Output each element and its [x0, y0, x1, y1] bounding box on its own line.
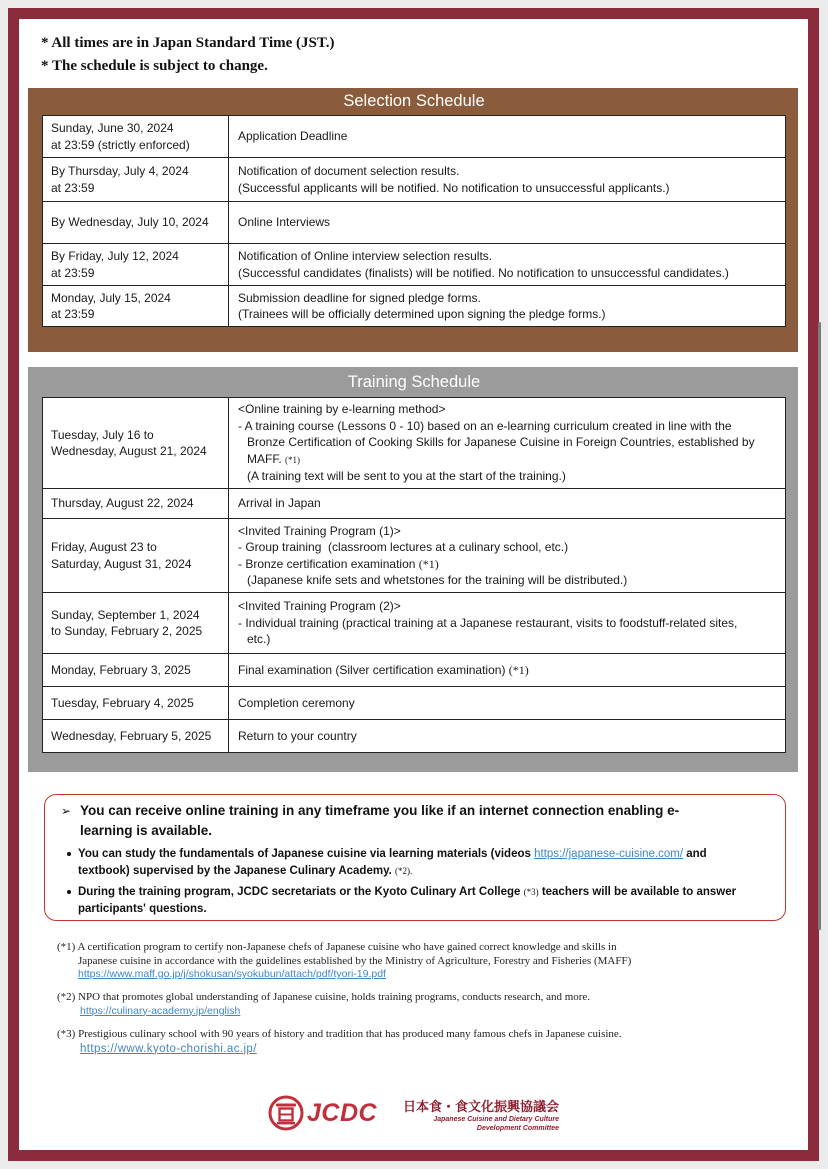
- detail-cell: [229, 519, 785, 592]
- table-row: [43, 201, 785, 243]
- bullet-text: textbook) supervised by the Japanese Culinary Academy.: [78, 865, 392, 877]
- table-row: [43, 592, 785, 653]
- table-row: [43, 116, 785, 157]
- detail-cell: [229, 244, 785, 285]
- schedule-change-note: * The schedule is subject to change.: [41, 58, 268, 74]
- detail-cell: [229, 489, 785, 518]
- selection-schedule-panel: [28, 88, 798, 352]
- detail-line: Bronze Certification of Cooking Skills for Japanese Cuisine in Foreign Countries, established by: [247, 435, 755, 450]
- detail-cell: [229, 286, 785, 326]
- detail-heading: <Invited Training Program (1)>: [238, 523, 401, 538]
- detail-line: Completion ceremony: [238, 695, 355, 710]
- date-line: Wednesday, August 21, 2024: [51, 444, 207, 458]
- date-line: Sunday, September 1, 2024: [51, 607, 200, 622]
- headline-line: You can receive online training in any timeframe you like if an internet connection enabling e-: [80, 803, 680, 818]
- bullet-text: You can study the fundamentals of Japanese cuisine via learning materials (videos: [78, 848, 531, 860]
- note-ref: (*1): [418, 556, 439, 571]
- online-training-callout: [44, 794, 786, 921]
- detail-line: - Group training (classroom lectures at a culinary school, etc.): [238, 540, 569, 554]
- detail-cell: [229, 116, 785, 157]
- date-cell: [43, 202, 229, 243]
- detail-cell: [229, 202, 785, 243]
- date-cell: [43, 158, 229, 201]
- callout-bullet-support: [67, 884, 736, 918]
- bullet-icon: [67, 852, 71, 856]
- table-row: [43, 488, 785, 518]
- bullet-text: teachers will be available to answer: [541, 886, 737, 898]
- detail-cell: [229, 398, 785, 488]
- footnote-3: [57, 1028, 622, 1057]
- date-cell: [43, 116, 229, 157]
- detail-cell: [229, 593, 785, 653]
- detail-text: Final examination (Silver certification examination): [238, 662, 506, 677]
- bullet-line: [67, 846, 707, 863]
- arrow-bullet-icon: ➢: [61, 804, 72, 818]
- footnote-link-line: [57, 968, 631, 982]
- detail-cell: [229, 158, 785, 201]
- headline-line: learning is available.: [80, 823, 213, 838]
- detail-line: Application Deadline: [238, 129, 348, 144]
- date-cell: [43, 489, 229, 518]
- detail-line: Submission deadline for signed pledge forms.: [238, 290, 481, 305]
- maff-link[interactable]: https://www.maff.go.jp/j/shokusan/syokubun/attach/pdf/tyori-19.pdf: [78, 968, 386, 980]
- note-ref: (*1): [285, 454, 301, 465]
- detail-line: [238, 556, 781, 573]
- date-line: By Thursday, July 4, 2024: [51, 164, 189, 178]
- jcdc-english-name: [397, 1116, 559, 1133]
- date-line: Saturday, August 31, 2024: [51, 556, 192, 571]
- note-ref: (*2).: [395, 866, 413, 876]
- callout-bullet-learning-materials: [67, 846, 707, 880]
- footnote-line: (*2) NPO that promotes global understanding of Japanese cuisine, holds training programs, conducts research, and more.: [57, 991, 591, 1003]
- schedule-notes: [41, 32, 335, 78]
- detail-line: Online Interviews: [238, 215, 331, 230]
- bullet-line: participants' questions.: [78, 903, 207, 915]
- date-line: Tuesday, July 16 to: [51, 427, 154, 442]
- detail-line: (Successful applicants will be notified. No notification to unsuccessful applicants.): [238, 180, 670, 195]
- date-cell: [43, 593, 229, 653]
- detail-note: (A training text will be sent to you at the start of the training.): [247, 469, 566, 484]
- date-cell: [43, 519, 229, 592]
- footnote-1: [57, 941, 631, 982]
- training-schedule-title: Training Schedule: [347, 373, 481, 391]
- jcdc-emblem-icon: [268, 1095, 304, 1131]
- detail-cell: [229, 720, 785, 752]
- date-cell: [43, 687, 229, 719]
- date-line: to Sunday, February 2, 2025: [51, 624, 203, 638]
- date-cell: [43, 654, 229, 686]
- detail-text: - Bronze certification examination: [238, 556, 416, 571]
- selection-schedule-title: Selection Schedule: [343, 92, 485, 110]
- note-ref: (*3): [523, 887, 539, 897]
- detail-heading: <Invited Training Program (2)>: [238, 599, 401, 614]
- detail-cell: [229, 654, 785, 686]
- date-line: at 23:59: [51, 307, 95, 321]
- table-row: [43, 653, 785, 686]
- scrollbar-thumb[interactable]: [818, 322, 821, 930]
- culinary-academy-link[interactable]: https://culinary-academy.jp/english: [80, 1004, 241, 1017]
- callout-headline: [61, 801, 679, 841]
- detail-line: (Successful candidates (finalists) will be notified. No notification to unsuccessful candidates.): [238, 265, 729, 280]
- bullet-text: During the training program, JCDC secretariats or the Kyoto Culinary Art College: [78, 886, 521, 898]
- date-line: By Wednesday, July 10, 2024: [51, 215, 209, 230]
- date-cell: [43, 286, 229, 326]
- bullet-line: [67, 863, 707, 880]
- date-line: at 23:59: [51, 265, 95, 280]
- date-line: Thursday, August 22, 2024: [51, 496, 194, 511]
- date-line: Monday, July 15, 2024: [51, 290, 171, 305]
- table-row: [43, 686, 785, 719]
- date-cell: [43, 244, 229, 285]
- detail-cell: [229, 687, 785, 719]
- detail-line: Arrival in Japan: [238, 496, 321, 511]
- detail-line: - Individual training (practical training at a Japanese restaurant, visits to foodstuff-related sites,: [238, 615, 738, 630]
- detail-line: - A training course (Lessons 0 - 10) based on an e-learning curriculum created in line with the: [238, 418, 732, 433]
- date-line: By Friday, July 12, 2024: [51, 249, 179, 263]
- table-row: [43, 518, 785, 592]
- table-row: [43, 157, 785, 201]
- detail-line: Return to your country: [238, 728, 357, 743]
- training-schedule-panel: [28, 367, 798, 772]
- date-line: at 23:59 (strictly enforced): [51, 137, 190, 152]
- date-line: at 23:59: [51, 180, 95, 195]
- date-cell: [43, 398, 229, 488]
- bullet-text: and: [686, 848, 707, 860]
- kyoto-chorishi-link[interactable]: https://www.kyoto-chorishi.ac.jp/: [80, 1042, 257, 1055]
- selection-schedule-table: [42, 115, 786, 327]
- logo-english-line: Japanese Cuisine and Dietary Culture: [433, 1116, 559, 1123]
- bullet-icon: [67, 890, 71, 894]
- jcdc-logo-text: JCDC: [307, 1099, 378, 1127]
- bullet-line: [67, 884, 736, 901]
- detail-line: Notification of document selection results.: [238, 164, 460, 178]
- date-line: Friday, August 23 to: [51, 540, 157, 554]
- footnote-line: (*1) A certification program to certify non-Japanese chefs of Japanese cuisine who have gained correct knowledge and skills in: [57, 941, 617, 953]
- timezone-note: * All times are in Japan Standard Time (JST.): [41, 35, 335, 51]
- table-row: [43, 285, 785, 326]
- table-row: [43, 719, 785, 752]
- detail-line: [238, 451, 781, 469]
- footnote-line: (*3) Prestigious culinary school with 90 years of history and tradition that has produced many famous chefs in Japanese cuisine.: [57, 1028, 622, 1040]
- detail-line: [238, 662, 781, 679]
- footnote-link-line: [57, 1042, 622, 1057]
- note-ref: (*1): [508, 662, 529, 677]
- table-row: [43, 243, 785, 285]
- detail-line: (Trainees will be officially determined upon signing the pledge forms.): [238, 307, 606, 321]
- logo-english-line: Development Committee: [476, 1124, 559, 1132]
- detail-heading: <Online training by e-learning method>: [238, 402, 446, 417]
- footnote-2: [57, 991, 590, 1018]
- date-line: Tuesday, February 4, 2025: [51, 695, 194, 710]
- footnote-link-line: [57, 1005, 590, 1019]
- japanese-cuisine-link[interactable]: https://japanese-cuisine.com/: [534, 848, 684, 860]
- date-cell: [43, 720, 229, 752]
- table-row: [43, 398, 785, 488]
- training-schedule-table: [42, 397, 786, 753]
- date-line: Monday, February 3, 2025: [51, 662, 191, 677]
- date-line: Wednesday, February 5, 2025: [51, 728, 212, 743]
- detail-line: Notification of Online interview selection results.: [238, 249, 493, 263]
- footnote-line: Japanese cuisine in accordance with the guidelines established by the Ministry of Agriculture, Forestry and Fisheries (MAFF): [78, 954, 632, 967]
- jcdc-japanese-name: 日本食・食文化振興協議会: [402, 1099, 559, 1114]
- detail-note: (Japanese knife sets and whetstones for the training will be distributed.): [247, 573, 628, 587]
- date-line: Sunday, June 30, 2024: [51, 121, 174, 135]
- detail-line: etc.): [247, 632, 271, 647]
- detail-text: MAFF.: [247, 451, 282, 466]
